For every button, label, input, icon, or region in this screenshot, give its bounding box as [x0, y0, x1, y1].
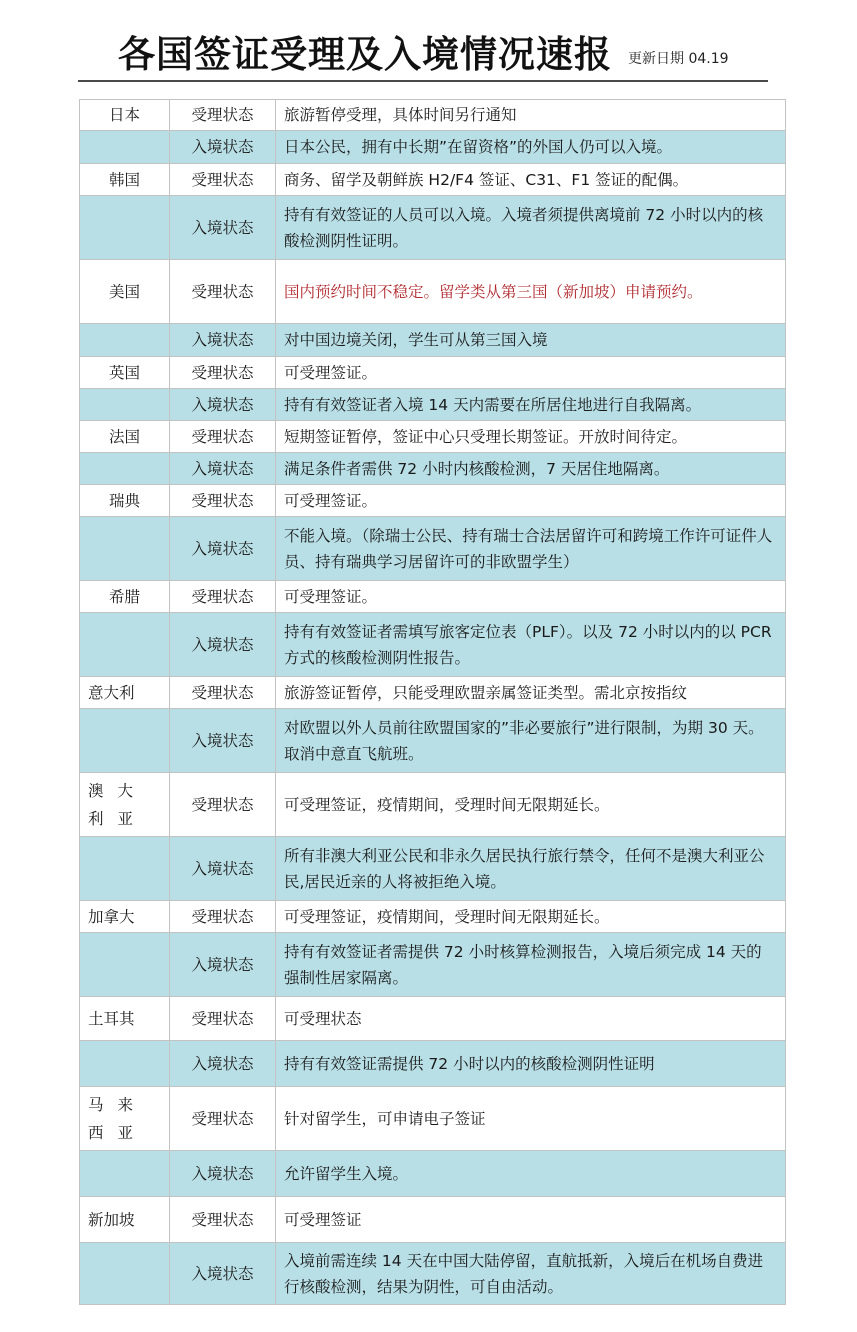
table-row-turkey-accept	[80, 997, 786, 1041]
update-date: 更新日期 04.19	[628, 51, 729, 67]
table-row-italy-accept	[80, 677, 786, 709]
entry-status-label: 入境状态	[170, 517, 276, 581]
accept-status-text: 可受理签证。	[276, 581, 786, 613]
table-row-france-accept	[80, 421, 786, 453]
table-row-usa-entry	[80, 324, 786, 357]
accept-status-text: 旅游签证暂停，只能受理欧盟亲属签证类型。需北京按指纹	[276, 677, 786, 709]
entry-status-text: 持有有效签证者入境 14 天内需要在所居住地进行自我隔离。	[276, 389, 786, 421]
entry-status-text: 日本公民，拥有中长期”在留资格”的外国人仍可以入境。	[276, 131, 786, 164]
entry-status-text: 满足条件者需供 72 小时内核酸检测，7 天居住地隔离。	[276, 453, 786, 485]
entry-status-label: 入境状态	[170, 453, 276, 485]
country-cell: 澳大利亚	[80, 773, 170, 837]
country-cell: 希腊	[80, 581, 170, 613]
accept-status-text: 可受理签证	[276, 1197, 786, 1243]
country-cell: 韩国	[80, 164, 170, 196]
table-row-greece-accept	[80, 581, 786, 613]
entry-status-text: 不能入境。（除瑞士公民、持有瑞士合法居留许可和跨境工作许可证件人员、持有瑞典学习居留许可的非欧盟学生）	[276, 517, 786, 581]
accept-status-label: 受理状态	[170, 997, 276, 1041]
table-row-sweden-accept	[80, 485, 786, 517]
entry-status-label: 入境状态	[170, 837, 276, 901]
table-row-malaysia-accept	[80, 1087, 786, 1151]
accept-status-label: 受理状态	[170, 485, 276, 517]
entry-status-label: 入境状态	[170, 196, 276, 260]
accept-status-label: 受理状态	[170, 677, 276, 709]
accept-status-label: 受理状态	[170, 901, 276, 933]
entry-status-label: 入境状态	[170, 1151, 276, 1197]
country-cell-empty	[80, 324, 170, 357]
entry-status-text: 持有有效签证需提供 72 小时以内的核酸检测阴性证明	[276, 1041, 786, 1087]
table-row-singapore-entry	[80, 1243, 786, 1305]
country-cell-empty	[80, 1041, 170, 1087]
accept-status-text-highlighted: 国内预约时间不稳定。留学类从第三国（新加坡）申请预约。	[276, 260, 786, 324]
country-cell-empty	[80, 517, 170, 581]
table-row-italy-entry	[80, 709, 786, 773]
accept-status-label: 受理状态	[170, 1197, 276, 1243]
entry-status-label: 入境状态	[170, 933, 276, 997]
table-row-sweden-entry	[80, 517, 786, 581]
accept-status-label: 受理状态	[170, 421, 276, 453]
country-cell-empty	[80, 389, 170, 421]
page-title: 各国签证受理及入境情况速报	[118, 33, 612, 76]
country-cell: 马来西亚	[80, 1087, 170, 1151]
country-cell: 美国	[80, 260, 170, 324]
entry-status-label: 入境状态	[170, 389, 276, 421]
entry-status-label: 入境状态	[170, 1243, 276, 1305]
table-row-australia-accept	[80, 773, 786, 837]
accept-status-label: 受理状态	[170, 357, 276, 389]
accept-status-text: 可受理签证，疫情期间，受理时间无限期延长。	[276, 773, 786, 837]
table-row-canada-entry	[80, 933, 786, 997]
table-row-australia-entry	[80, 837, 786, 901]
entry-status-label: 入境状态	[170, 613, 276, 677]
table-row-canada-accept	[80, 901, 786, 933]
accept-status-text: 短期签证暂停，签证中心只受理长期签证。开放时间待定。	[276, 421, 786, 453]
visa-status-table-container	[79, 99, 785, 1305]
entry-status-label: 入境状态	[170, 131, 276, 164]
accept-status-text: 可受理签证，疫情期间，受理时间无限期延长。	[276, 901, 786, 933]
table-row-turkey-entry	[80, 1041, 786, 1087]
entry-status-text: 对欧盟以外人员前往欧盟国家的”非必要旅行”进行限制，为期 30 天。取消中意直飞航班。	[276, 709, 786, 773]
accept-status-label: 受理状态	[170, 773, 276, 837]
entry-status-text: 持有有效签证者需提供 72 小时核算检测报告，入境后须完成 14 天的强制性居家隔离。	[276, 933, 786, 997]
accept-status-text: 旅游暂停受理，具体时间另行通知	[276, 100, 786, 131]
table-row-uk-entry	[80, 389, 786, 421]
country-cell-empty	[80, 837, 170, 901]
entry-status-label: 入境状态	[170, 1041, 276, 1087]
country-cell: 加拿大	[80, 901, 170, 933]
entry-status-text: 入境前需连续 14 天在中国大陆停留，直航抵新，入境后在机场自费进行核酸检测，结果为阴性，可自由活动。	[276, 1243, 786, 1305]
table-row-uk-accept	[80, 357, 786, 389]
country-cell-empty	[80, 613, 170, 677]
country-cell-empty	[80, 1243, 170, 1305]
accept-status-text: 可受理签证。	[276, 357, 786, 389]
country-cell: 日本	[80, 100, 170, 131]
country-cell-empty	[80, 131, 170, 164]
country-cell: 意大利	[80, 677, 170, 709]
country-cell: 土耳其	[80, 997, 170, 1041]
country-cell-empty	[80, 453, 170, 485]
accept-status-label: 受理状态	[170, 164, 276, 196]
entry-status-text: 持有有效签证的人员可以入境。入境者须提供离境前 72 小时以内的核酸检测阴性证明。	[276, 196, 786, 260]
table-row-malaysia-entry	[80, 1151, 786, 1197]
accept-status-label: 受理状态	[170, 260, 276, 324]
table-row-greece-entry	[80, 613, 786, 677]
accept-status-text: 可受理状态	[276, 997, 786, 1041]
header-divider	[78, 80, 768, 82]
country-cell: 新加坡	[80, 1197, 170, 1243]
table-row-korea-entry	[80, 196, 786, 260]
visa-status-table	[79, 99, 786, 1305]
entry-status-label: 入境状态	[170, 709, 276, 773]
table-row-usa-accept	[80, 260, 786, 324]
accept-status-label: 受理状态	[170, 581, 276, 613]
country-cell-empty	[80, 709, 170, 773]
entry-status-text: 所有非澳大利亚公民和非永久居民执行旅行禁令，任何不是澳大利亚公民,居民近亲的人将被拒绝入境。	[276, 837, 786, 901]
accept-status-label: 受理状态	[170, 1087, 276, 1151]
country-cell-empty	[80, 1151, 170, 1197]
country-cell-empty	[80, 933, 170, 997]
accept-status-text: 针对留学生，可申请电子签证	[276, 1087, 786, 1151]
table-row-korea-accept	[80, 164, 786, 196]
country-cell: 法国	[80, 421, 170, 453]
accept-status-label: 受理状态	[170, 100, 276, 131]
country-cell: 英国	[80, 357, 170, 389]
table-row-japan-accept	[80, 100, 786, 131]
entry-status-text: 持有有效签证者需填写旅客定位表（PLF）。以及 72 小时以内的以 PCR 方式的核酸检测阴性报告。	[276, 613, 786, 677]
accept-status-text: 商务、留学及朝鲜族 H2/F4 签证、C31、F1 签证的配偶。	[276, 164, 786, 196]
entry-status-text: 对中国边境关闭，学生可从第三国入境	[276, 324, 786, 357]
page-header	[0, 0, 857, 76]
table-row-japan-entry	[80, 131, 786, 164]
entry-status-text: 允许留学生入境。	[276, 1151, 786, 1197]
country-cell-empty	[80, 196, 170, 260]
entry-status-label: 入境状态	[170, 324, 276, 357]
table-row-singapore-accept	[80, 1197, 786, 1243]
table-row-france-entry	[80, 453, 786, 485]
country-cell: 瑞典	[80, 485, 170, 517]
accept-status-text: 可受理签证。	[276, 485, 786, 517]
